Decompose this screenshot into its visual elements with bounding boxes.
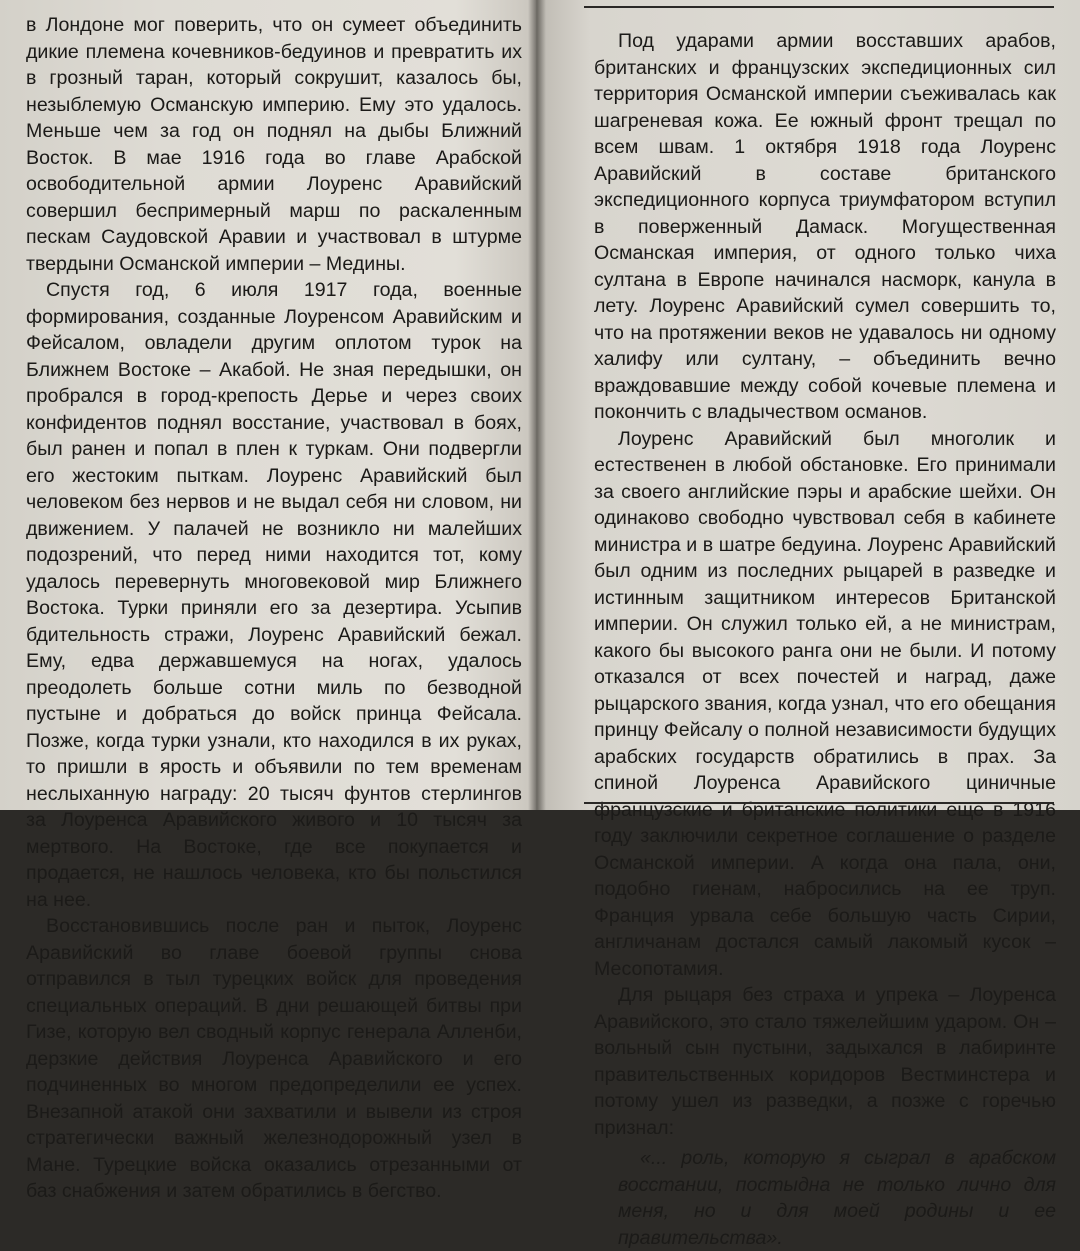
book-gutter <box>528 0 546 810</box>
left-paragraph-3: Восстановившись после ран и пыток, Лоуренс Аравийский во главе боевой группы снова отправился в тыл турецких войск для проведения специальных операций. В дни решающей битвы при Гизе, которую вел сводный корпус генерала Алленби, дерзкие действия Лоуренса Аравийского и его подчиненных во многом предопределили ее успех. Внезапной атакой они захватили и вывели из строя стратегически важный железнодорожный узел в Мане. Турецкие войска оказались отрезанными от баз снабжения и затем обратились в бегство. <box>26 915 522 1202</box>
left-page <box>0 0 536 1202</box>
right-paragraph-2: Лоуренс Аравийский был многолик и естественен в любой обстановке. Его принимали за своего английские пэры и арабские шейхи. Он одинаково свободно чувствовал себя в кабинете министра и в шатре бедуина. Лоуренс Аравийский был одним из последних рыцарей в разведке и истинным защитником интересов Британской империи. Он служил только ей, а не министрам, какого бы высокого ранга они не были. И потому отказался от всех почестей и наград, даже рыцарского звания, когда узнал, что его обещания принцу Фейсалу о полной независимости будущих арабских государств обратились в прах. За спиной Лоуренса Аравийского циничные французские и британские политики еще в 1916 году заключили секретное соглашение о разделе Османской империи. А когда она пала, они, подобно гиенам, набросились на ее труп. Франция урвала себе большую часть Сирии, англичанам достался самый лакомый кусок – Месопотамия. <box>594 427 1056 980</box>
bottom-rule <box>584 802 1054 804</box>
right-paragraph-1: Под ударами армии восставших арабов, британских и французских экспедиционных сил территория Османской империи съеживалась как шагреневая кожа. Ее южный фронт трещал по всем швам. 1 октября 1918 года Лоуренс Аравийский в составе британского экспедиционного корпуса триумфатором вступил в поверженный Дамаск. Могущественная Османская империя, от одного только чиха султана в Европе начинался насморк, канула в лету. Лоуренс Аравийский сумел совершить то, что на протяжении веков не удавалось ни одному халифу или султану, – объединить вечно враждовавшие между собой кочевые племена и покончить с владычеством османов. <box>594 30 1056 423</box>
left-paragraph-2: Спустя год, 6 июля 1917 года, военные формирования, созданные Лоуренсом Аравийским и Фейсалом, овладели другим оплотом турок на Ближнем Востоке – Акабой. Не зная передышки, он пробрался в город-крепость Дерье и через своих конфидентов поднял восстание, участвовал в боях, был ранен и попал в плен к туркам. Они подвергли его жестоким пыткам. Лоуренс Аравийский был человеком без нервов и не выдал себя ни словом, ни движением. У палачей не возникло ни малейших подозрений, что перед ними находится тот, кому удалось перевернуть многовековой мир Ближнего Востока. Турки приняли его за дезертира. Усыпив бдительность стражи, Лоуренс Аравийский бежал. Ему, едва державшемуся на ногах, удалось преодолеть больше сотни миль по безводной пустыне и добраться до войск принца Фейсала. Позже, когда турки узнали, кто находился в их руках, то пришли в ярость и объявили по тем временам неслыханную награду: 20 тысяч фунтов стерлингов за Лоуренса Аравийского живого и 10 тысяч за мертвого. На Востоке, где все покупается и продается, не нашлось человека, кто бы польстился на нее. <box>26 279 522 911</box>
top-rule <box>584 6 1054 8</box>
right-paragraph-3: Для рыцаря без страха и упрека – Лоуренса Аравийского, это стало тяжелейшим ударом. Он – вольный сын пустыни, задыхался в лабиринте правительственных коридоров Вестминстера и потому ушел из разведки, а позже с горечью признал: <box>594 984 1056 1139</box>
right-page <box>536 0 1080 1249</box>
left-paragraph-1: в Лондоне мог поверить, что он сумеет объединить дикие племена кочевников-бедуинов и превратить их в грозный таран, который сокрушит, казалось бы, незыблемую Османскую империю. Ему это удалось. Меньше чем за год он поднял на дыбы Ближний Восток. В мае 1916 года во главе Арабской освободительной армии Лоуренс Аравийский совершил беспримерный марш по раскаленным пескам Саудовской Аравии и участвовал в штурме твердыни Османской империи – Медины. <box>26 14 522 275</box>
right-quote: «... роль, которую я сыграл в арабском восстании, постыдна не только лично для меня, но и для моей родины и ее правительства». <box>618 1147 1056 1249</box>
